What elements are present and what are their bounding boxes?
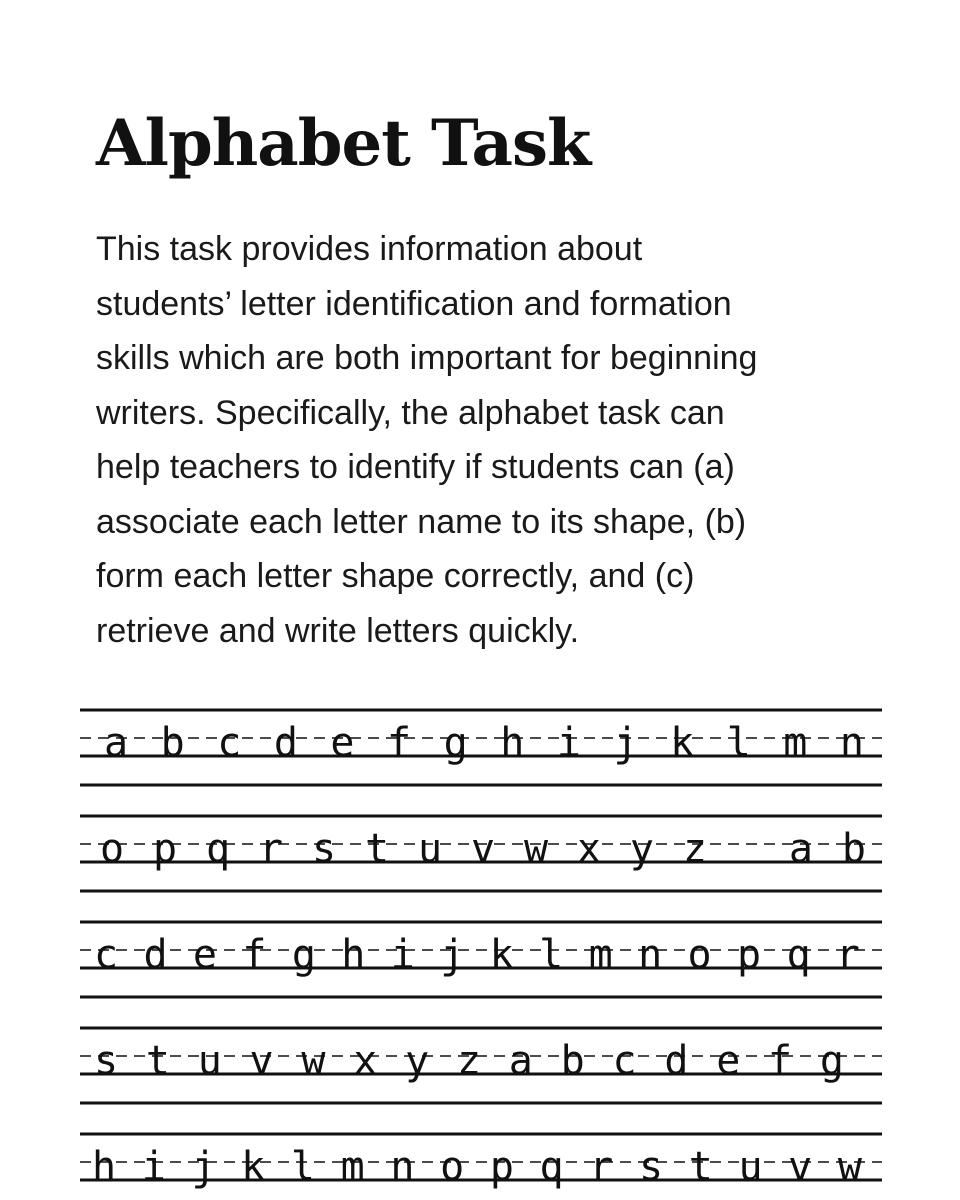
handwritten-letters: stuvwxyzabcdefg — [94, 1038, 844, 1084]
handwritten-letters: cdefghijklmnopqr — [94, 932, 860, 978]
writing-row — [80, 710, 882, 785]
handwritten-letters: hijklmnopqrstuvw — [92, 1144, 862, 1190]
handwritten-letters: opqrstuvwxyz ab — [100, 826, 867, 872]
description-paragraph: This task provides information about students’ letter identification and formation skills which are both important for beginning writers. Specifically, the alphabet task can help teachers to identify if students can (a) associate each letter name to its shape, (b) form each letter shape correctly, and (c) retrieve and write letters quickly. — [96, 230, 758, 650]
writing-row — [80, 922, 882, 997]
handwritten-letters: abcdefghijklmn — [104, 720, 865, 766]
writing-row — [80, 1134, 882, 1190]
writing-row — [80, 1028, 882, 1103]
writing-row — [80, 816, 882, 891]
page-title: Alphabet Task — [96, 106, 591, 181]
handwriting-worksheet — [0, 680, 960, 1200]
